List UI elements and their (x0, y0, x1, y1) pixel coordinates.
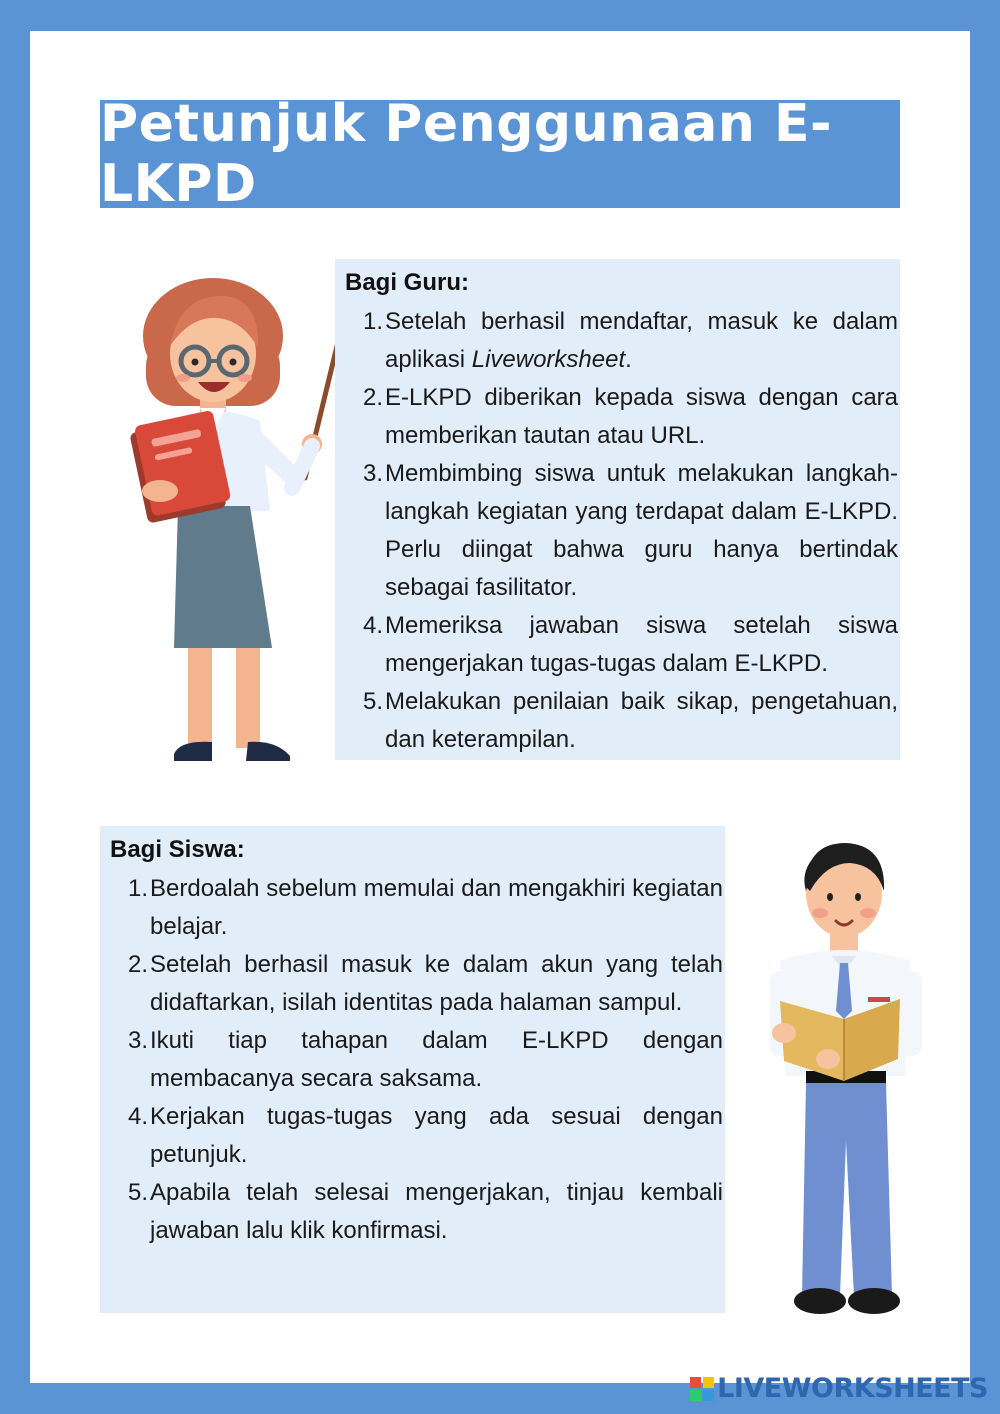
liveworksheets-logo (690, 1373, 988, 1404)
item-text (385, 303, 898, 379)
item-text: Kerjakan tugas-tugas yang ada sesuai dengan petunjuk. (150, 1103, 723, 1168)
liveworksheets-logo-icon (690, 1377, 714, 1401)
brand-name: LIVEWORKSHEETS (717, 1373, 988, 1404)
item-number: 1. (362, 308, 383, 335)
student-instructions-list (110, 870, 723, 1250)
list-item (345, 683, 898, 759)
item-number: 3. (127, 1027, 148, 1054)
item-text-part: . (625, 346, 632, 373)
item-text: Melakukan penilaian baik sikap, pengetahuan, dan keterampilan. (385, 688, 898, 753)
item-text: Memeriksa jawaban siswa setelah siswa mengerjakan tugas-tugas dalam E-LKPD. (385, 612, 898, 677)
item-number: 2. (127, 951, 148, 978)
list-item (345, 607, 898, 683)
item-text: E-LKPD diberikan kepada siswa dengan cara memberikan tautan atau URL. (385, 384, 898, 449)
item-text: Setelah berhasil masuk ke dalam akun yang telah didaftarkan, isilah identitas pada halaman sampul. (150, 951, 723, 1016)
item-text: Apabila telah selesai mengerjakan, tinjau kembali jawaban lalu klik konfirmasi. (150, 1179, 723, 1244)
item-number: 5. (362, 688, 383, 715)
student-heading: Bagi Siswa: (110, 836, 245, 863)
item-number: 1. (127, 875, 148, 902)
list-item (110, 1022, 723, 1098)
list-item (345, 303, 898, 379)
list-item (110, 1174, 723, 1250)
teacher-instructions-box (335, 259, 900, 760)
item-number: 2. (362, 384, 383, 411)
page (30, 31, 970, 1383)
teacher-illustration (100, 256, 340, 766)
item-number: 3. (362, 460, 383, 487)
teacher-heading: Bagi Guru: (345, 269, 469, 296)
student-instructions-box (100, 826, 725, 1313)
item-number: 4. (127, 1103, 148, 1130)
title-banner (100, 94, 900, 214)
page-title: Petunjuk Penggunaan E-LKPD (100, 94, 833, 214)
item-number: 4. (362, 612, 383, 639)
item-number: 5. (127, 1179, 148, 1206)
list-item (345, 379, 898, 455)
item-text: Berdoalah sebelum memulai dan mengakhiri kegiatan belajar. (150, 875, 723, 940)
list-item (110, 870, 723, 946)
item-text: Ikuti tiap tahapan dalam E-LKPD dengan membacanya secara saksama. (150, 1027, 723, 1092)
teacher-instructions-list (345, 303, 898, 759)
list-item (345, 455, 898, 607)
item-text-part: Setelah berhasil mendaftar, masuk ke dalam aplikasi (385, 308, 898, 373)
app-name: Liveworksheet (471, 346, 626, 373)
item-text: Membimbing siswa untuk melakukan langkah-langkah kegiatan yang terdapat dalam E-LKPD. Perlu diingat bahwa guru hanya bertindak sebagai fasilitator. (385, 460, 898, 601)
student-illustration (740, 821, 950, 1316)
list-item (110, 1098, 723, 1174)
list-item (110, 946, 723, 1022)
